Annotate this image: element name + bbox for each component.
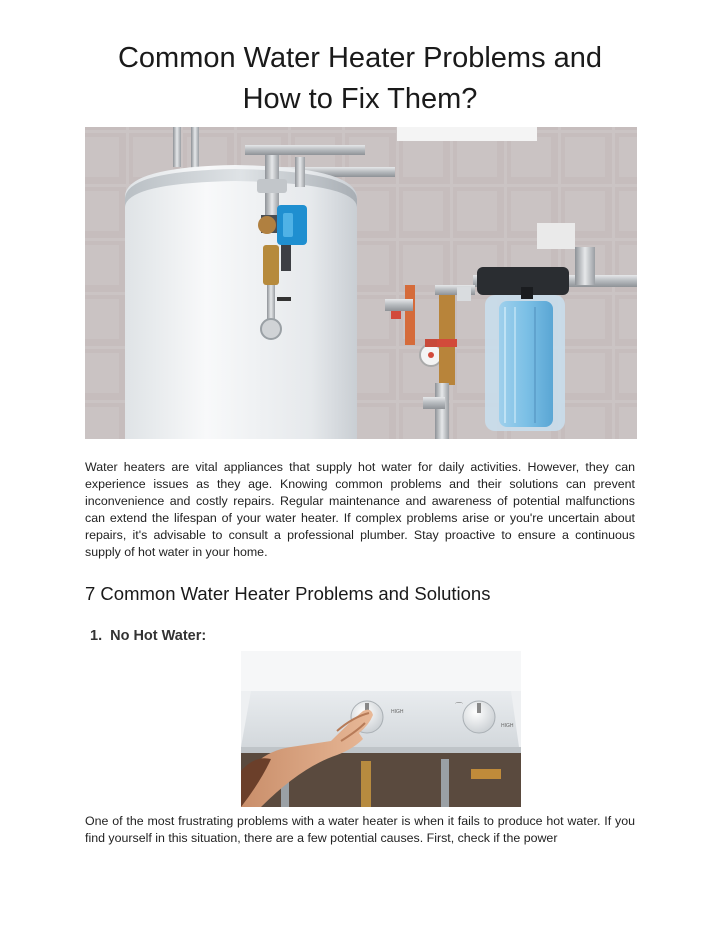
knob-label-right: HIGH xyxy=(501,723,514,729)
problem-heading-1 xyxy=(90,628,206,644)
water-heater-with-filter-icon xyxy=(85,127,637,439)
problem-title: No Hot Water: xyxy=(110,628,207,644)
problem-number: 1. xyxy=(90,628,103,644)
knob-label-left: HIGH xyxy=(391,709,404,715)
problem-1-paragraph: One of the most frustrating problems with a water heater is when it fails to produce hot water. If you find yourself in this situation, there are a few potential causes. First, check if the power xyxy=(85,814,635,846)
svg-text:⌒: ⌒ xyxy=(455,702,463,711)
hand-adjusting-thermostat-knob-icon xyxy=(241,651,521,807)
title-line-2: How to Fix Them? xyxy=(242,83,478,115)
title-line-1: Common Water Heater Problems and xyxy=(117,42,603,74)
section-heading: 7 Common Water Heater Problems and Solutions xyxy=(85,583,491,604)
page-title xyxy=(60,38,660,120)
thermostat-photo xyxy=(241,651,521,807)
water-heater-photo xyxy=(85,127,637,439)
intro-paragraph: Water heaters are vital appliances that supply hot water for daily activities. However, they can experience issues as they age. Knowing common problems and their solutions can prevent inconvenience and costly repairs. Regular maintenance and awareness of potential malfunctions can extend the lifespan of your water heater. If complex problems arise or you're uncertain about repairs, it's advisable to consult a professional plumber. Stay proactive to ensure a continuous supply of hot water in your home. xyxy=(85,460,635,560)
